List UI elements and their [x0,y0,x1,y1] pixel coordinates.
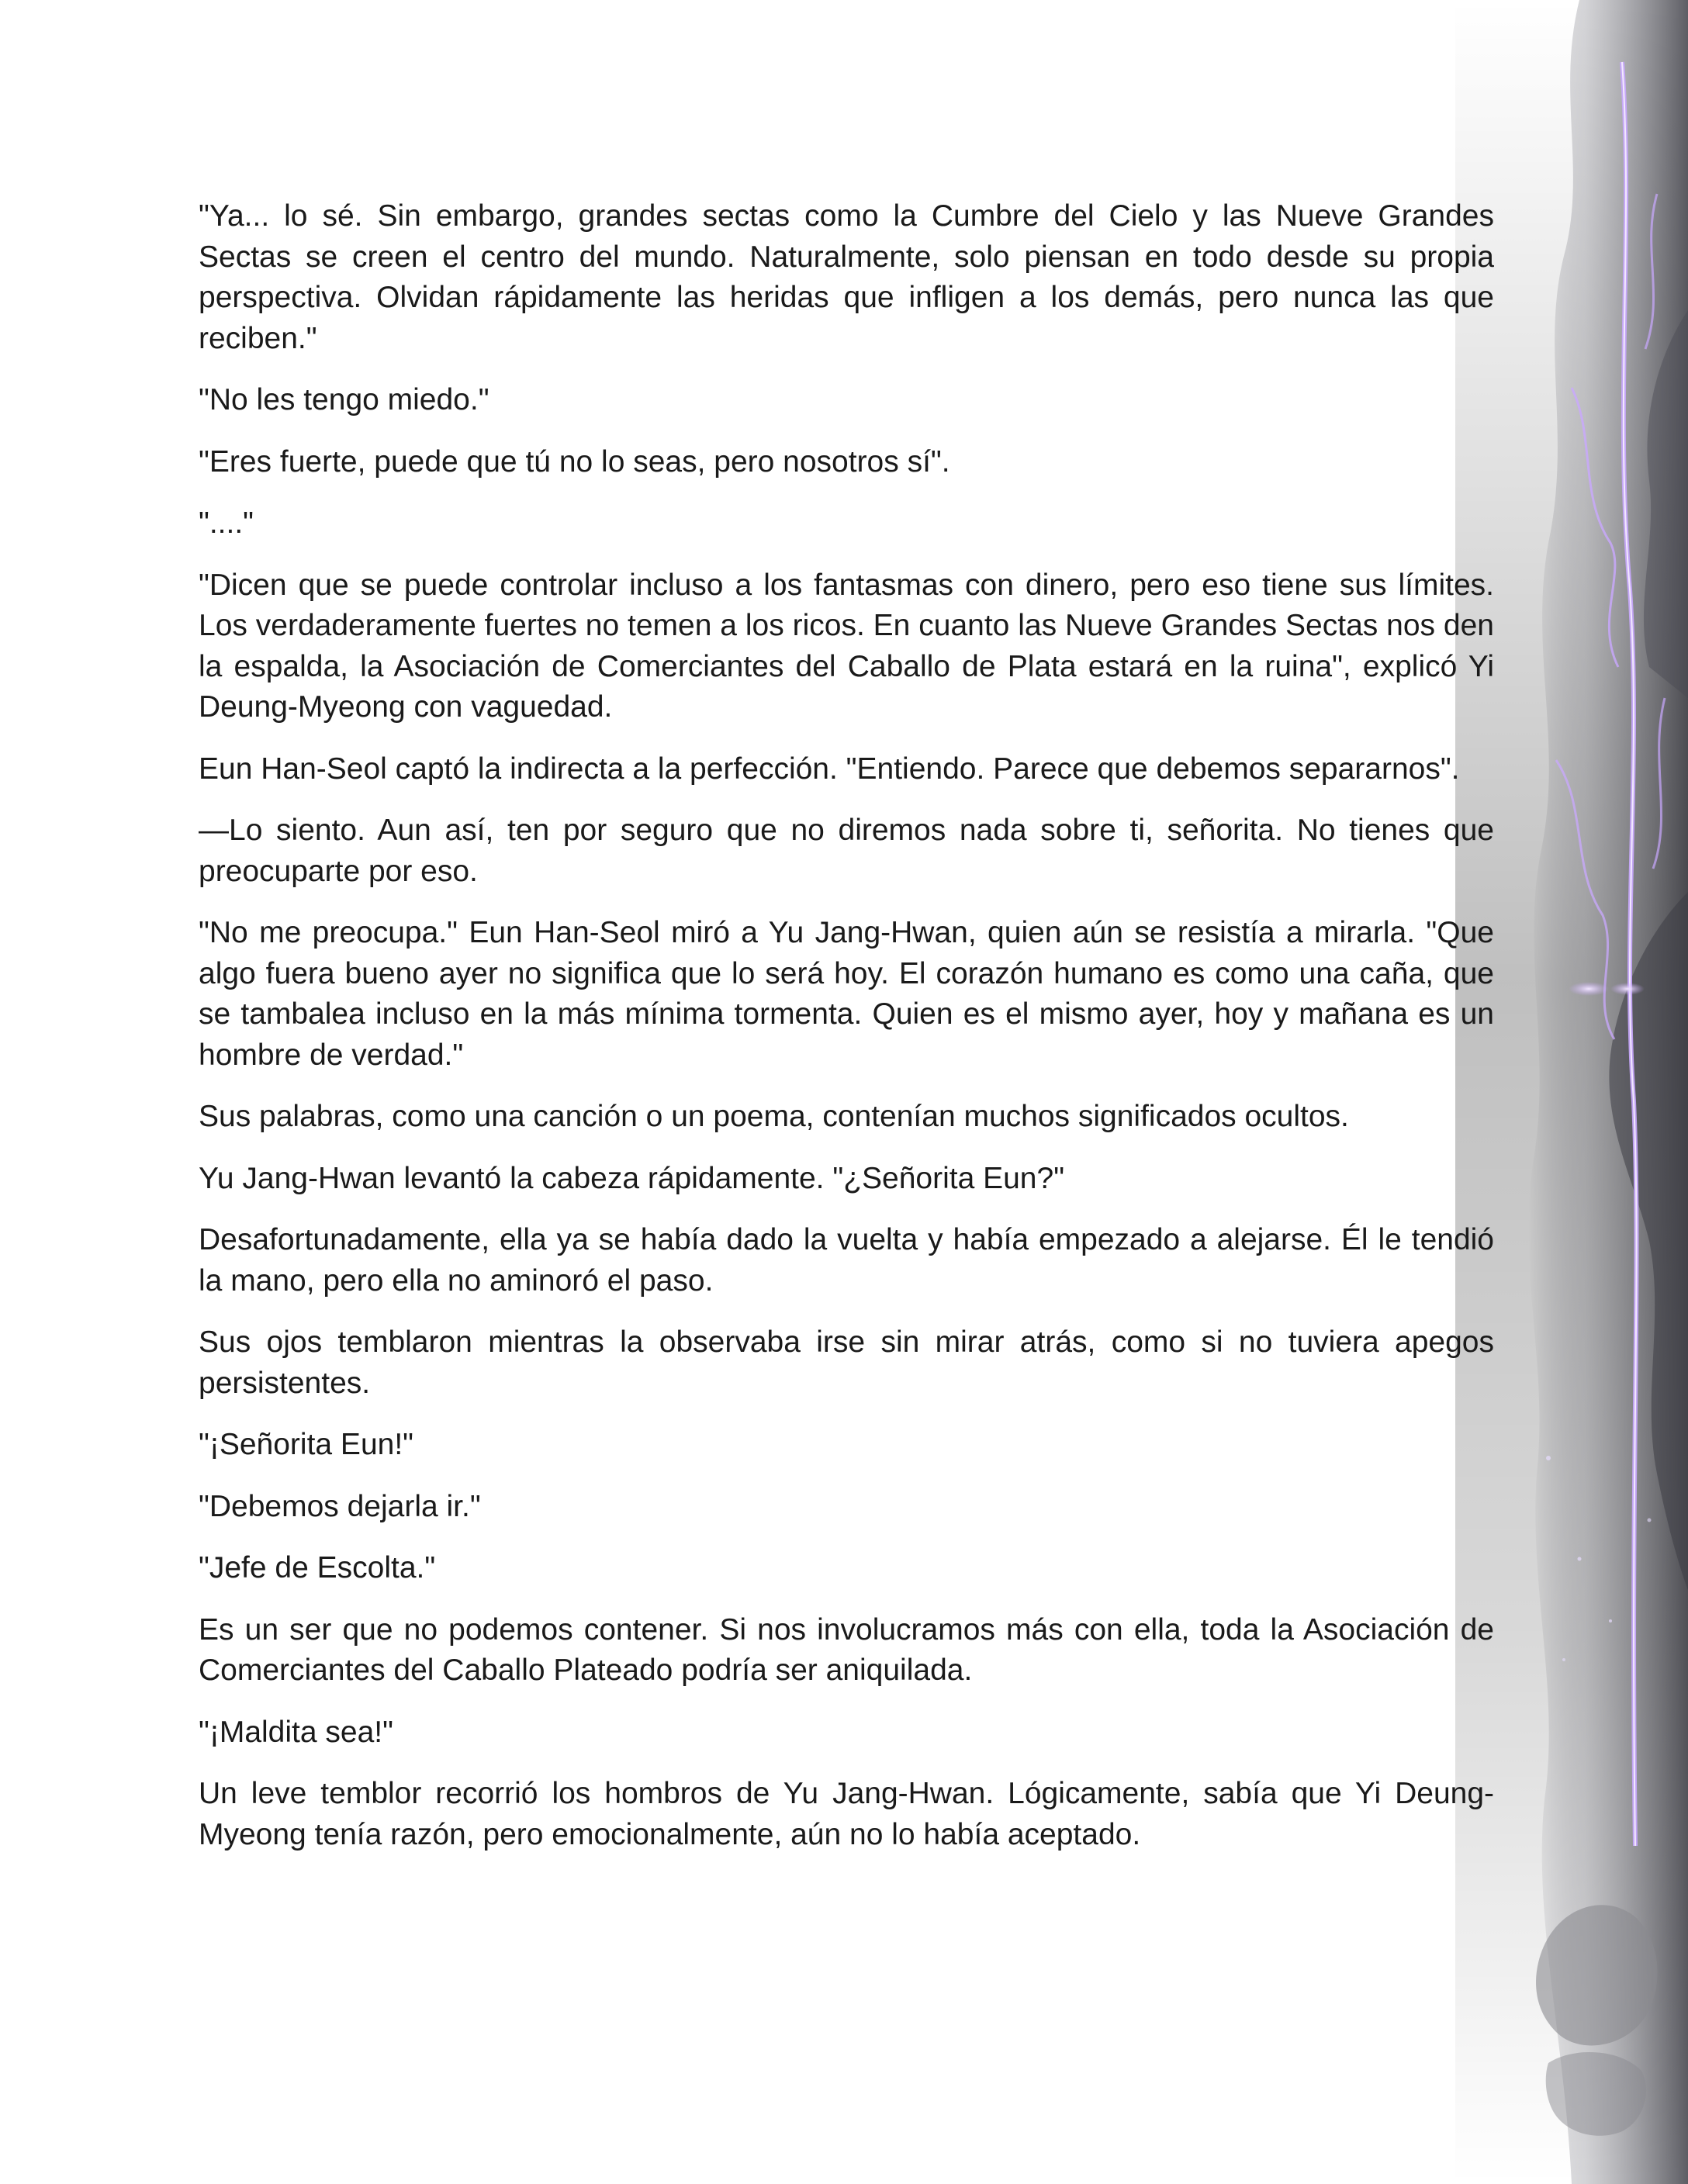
paragraph: Desafortunadamente, ella ya se había dado la vuelta y había empezado a alejarse. Él le tendió la mano, pero ella no aminoró el paso. [199,1223,1494,1298]
paragraph: "Ya... lo sé. Sin embargo, grandes sectas como la Cumbre del Cielo y las Nueve Grandes Sectas se creen el centro del mundo. Naturalmente, solo piensan en todo desde su propia perspectiva. Olvidan rápidamente las heridas que infligen a los demás, pero nunca las que reciben." [199,199,1494,355]
paragraph: "Debemos dejarla ir." [199,1489,481,1523]
paragraph: "No me preocupa." Eun Han-Seol miró a Yu Jang-Hwan, quien aún se resistía a mirarla. "Que algo fuera bueno ayer no significa que lo será hoy. El corazón humano es como una caña, que se tambalea incluso en la más mínima tormenta. Quien es el mismo ayer, hoy y mañana es un hombre de verdad." [199,916,1494,1072]
paragraph: "...." [199,506,254,540]
paragraph: "¡Maldita sea!" [199,1715,393,1749]
paragraph: "Eres fuerte, puede que tú no lo seas, pero nosotros sí". [199,444,950,479]
paragraph: Sus palabras, como una canción o un poema, contenían muchos significados ocultos. [199,1100,1349,1133]
paragraph: Yu Jang-Hwan levantó la cabeza rápidamente. "¿Señorita Eun?" [199,1161,1065,1195]
paragraph: Es un ser que no podemos contener. Si nos involucramos más con ella, toda la Asociación de Comerciantes del Caballo Plateado podría ser aniquilada. [199,1612,1494,1687]
document-body-text [199,196,1494,1876]
paragraph: "Dicen que se puede controlar incluso a los fantasmas con dinero, pero eso tiene sus límites. Los verdaderamente fuertes no temen a los ricos. En cuanto las Nueve Grandes Sectas nos den la espalda, la Asociación de Comerciantes del Caballo de Plata estará en la ruina", explicó Yi Deung-Myeong con vaguedad. [199,568,1494,724]
paragraph: Sus ojos temblaron mientras la observaba irse sin mirar atrás, como si no tuviera apegos persistentes. [199,1325,1494,1400]
paragraph: Eun Han-Seol captó la indirecta a la perfección. "Entiendo. Parece que debemos separarnos". [199,752,1460,786]
paragraph: "¡Señorita Eun!" [199,1428,413,1461]
paragraph: "No les tengo miedo." [199,383,489,416]
paragraph: Un leve temblor recorrió los hombros de Yu Jang-Hwan. Lógicamente, sabía que Yi Deung-Myeong tenía razón, pero emocionalmente, aún no lo había aceptado. [199,1777,1494,1851]
paragraph: —Lo siento. Aun así, ten por seguro que no diremos nada sobre ti, señorita. No tienes que preocuparte por eso. [199,814,1494,888]
paragraph: "Jefe de Escolta." [199,1551,436,1584]
